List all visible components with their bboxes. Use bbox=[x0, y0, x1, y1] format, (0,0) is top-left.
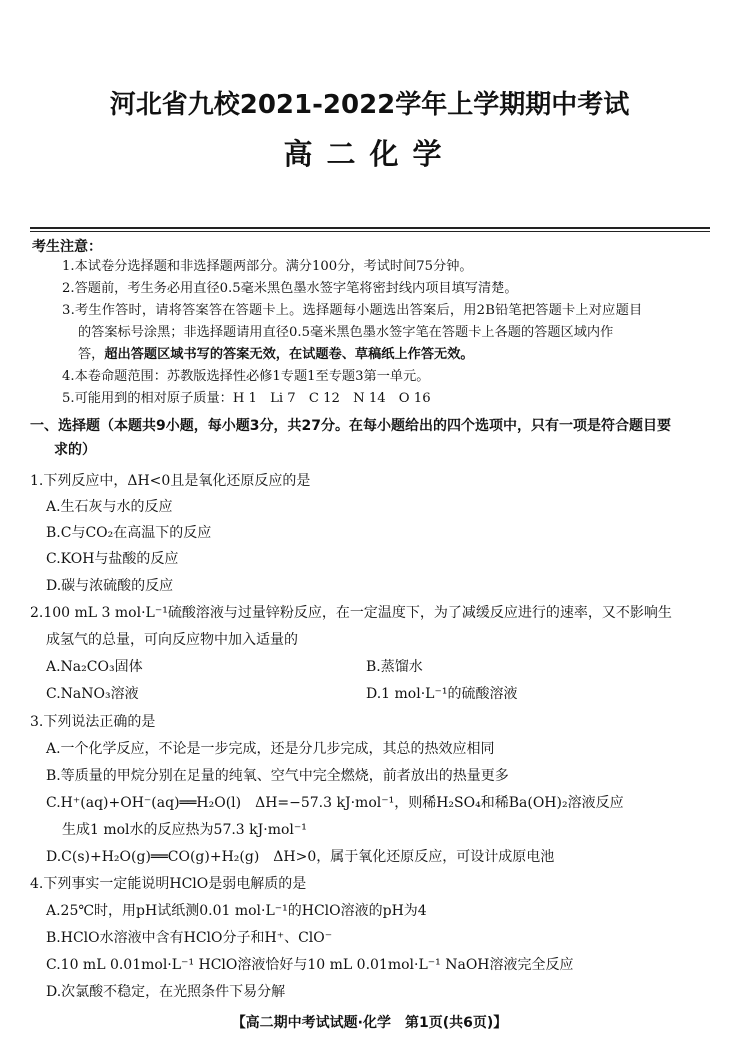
section-heading-line1: 一、选择题（本题共9小题，每小题3分，共27分。在每小题给出的四个选项中，只有一项是符合题目要 bbox=[30, 418, 671, 434]
q1-option-b: B.C与CO₂在高温下的反应 bbox=[46, 525, 212, 541]
q1-option-d: D.碳与浓硫酸的反应 bbox=[46, 578, 174, 594]
header-divider-thin bbox=[30, 231, 710, 232]
q3-option-c-line1: C.H⁺(aq)+OH⁻(aq)══H₂O(l) ΔH=−57.3 kJ·mol⁻¹，则稀H₂SO₄和稀Ba(OH)₂溶液反应 bbox=[46, 795, 624, 811]
notice-item-3-end bbox=[78, 344, 474, 366]
q4-option-d: D.次氯酸不稳定，在光照条件下易分解 bbox=[46, 984, 286, 1000]
section-heading bbox=[30, 414, 671, 462]
exam-title: 河北省九校2021-2022学年上学期期中考试 bbox=[109, 90, 630, 120]
q4-option-c: C.10 mL 0.01mol·L⁻¹ HClO溶液恰好与10 mL 0.01mol·L⁻¹ NaOH溶液完全反应 bbox=[46, 957, 574, 973]
page-footer: 【高二期中考试试题·化学 第1页(共6页)】 bbox=[231, 1015, 508, 1031]
section-heading-line2: 求的） bbox=[54, 442, 96, 458]
q4-stem: 4.下列事实一定能说明HClO是弱电解质的是 bbox=[30, 876, 307, 892]
q3-option-d: D.C(s)+H₂O(g)══CO(g)+H₂(g) ΔH>0，属于氧化还原反应，可设计成原电池 bbox=[46, 849, 555, 865]
q4-option-a: A.25℃时，用pH试纸测0.01 mol·L⁻¹的HClO溶液的pH为4 bbox=[46, 903, 427, 919]
q2-option-c: C.NaNO₃溶液 bbox=[46, 686, 139, 702]
notice-item-3-emphasis: 超出答题区域书写的答案无效，在试题卷、草稿纸上作答无效。 bbox=[104, 347, 474, 362]
q3-option-a: A.一个化学反应，不论是一步完成，还是分几步完成，其总的热效应相同 bbox=[46, 741, 495, 757]
q2-option-b: B.蒸馏水 bbox=[366, 659, 423, 675]
notice-item-1: 1.本试卷分选择题和非选择题两部分。满分100分，考试时间75分钟。 bbox=[62, 259, 473, 274]
q1-option-a: A.生石灰与水的反应 bbox=[46, 499, 173, 515]
notice-item-2: 2.答题前，考生务必用直径0.5毫米黑色墨水签字笔将密封线内项目填写清楚。 bbox=[62, 281, 518, 296]
notice-item-5: 5.可能用到的相对原子质量：H 1 Li 7 C 12 N 14 O 16 bbox=[62, 391, 431, 406]
q2-option-d: D.1 mol·L⁻¹的硫酸溶液 bbox=[366, 686, 518, 702]
notice-heading: 考生注意： bbox=[32, 239, 102, 255]
q4-option-b: B.HClO水溶液中含有HClO分子和H⁺、ClO⁻ bbox=[46, 930, 333, 946]
q3-option-c-line2: 生成1 mol水的反应热为57.3 kJ·mol⁻¹ bbox=[62, 822, 307, 838]
q2-option-a: A.Na₂CO₃固体 bbox=[46, 659, 143, 675]
notice-item-4: 4.本卷命题范围：苏教版选择性必修1专题1至专题3第一单元。 bbox=[62, 369, 430, 384]
q3-stem: 3.下列说法正确的是 bbox=[30, 714, 156, 730]
subject-title: 高二化学 bbox=[283, 137, 456, 171]
notice-item-3-prefix: 答， bbox=[78, 347, 105, 362]
q1-stem: 1.下列反应中，ΔH<0且是氧化还原反应的是 bbox=[30, 473, 311, 489]
q2-stem-line2: 成氢气的总量，可向反应物中加入适量的 bbox=[46, 632, 298, 648]
q1-option-c: C.KOH与盐酸的反应 bbox=[46, 551, 179, 567]
notice-item-3: 3.考生作答时，请将答案答在答题卡上。选择题每小题选出答案后，用2B铅笔把答题卡上对应题目 bbox=[62, 303, 643, 318]
q2-stem-line1: 2.100 mL 3 mol·L⁻¹硫酸溶液与过量锌粉反应，在一定温度下，为了减缓反应进行的速率，又不影响生 bbox=[30, 605, 672, 621]
q3-option-b: B.等质量的甲烷分别在足量的纯氧、空气中完全燃烧，前者放出的热量更多 bbox=[46, 768, 509, 784]
notice-item-3-cont: 的答案标号涂黑；非选择题请用直径0.5毫米黑色墨水签字笔在答题卡上各题的答题区域内作 bbox=[78, 325, 614, 340]
header-divider bbox=[30, 227, 710, 229]
